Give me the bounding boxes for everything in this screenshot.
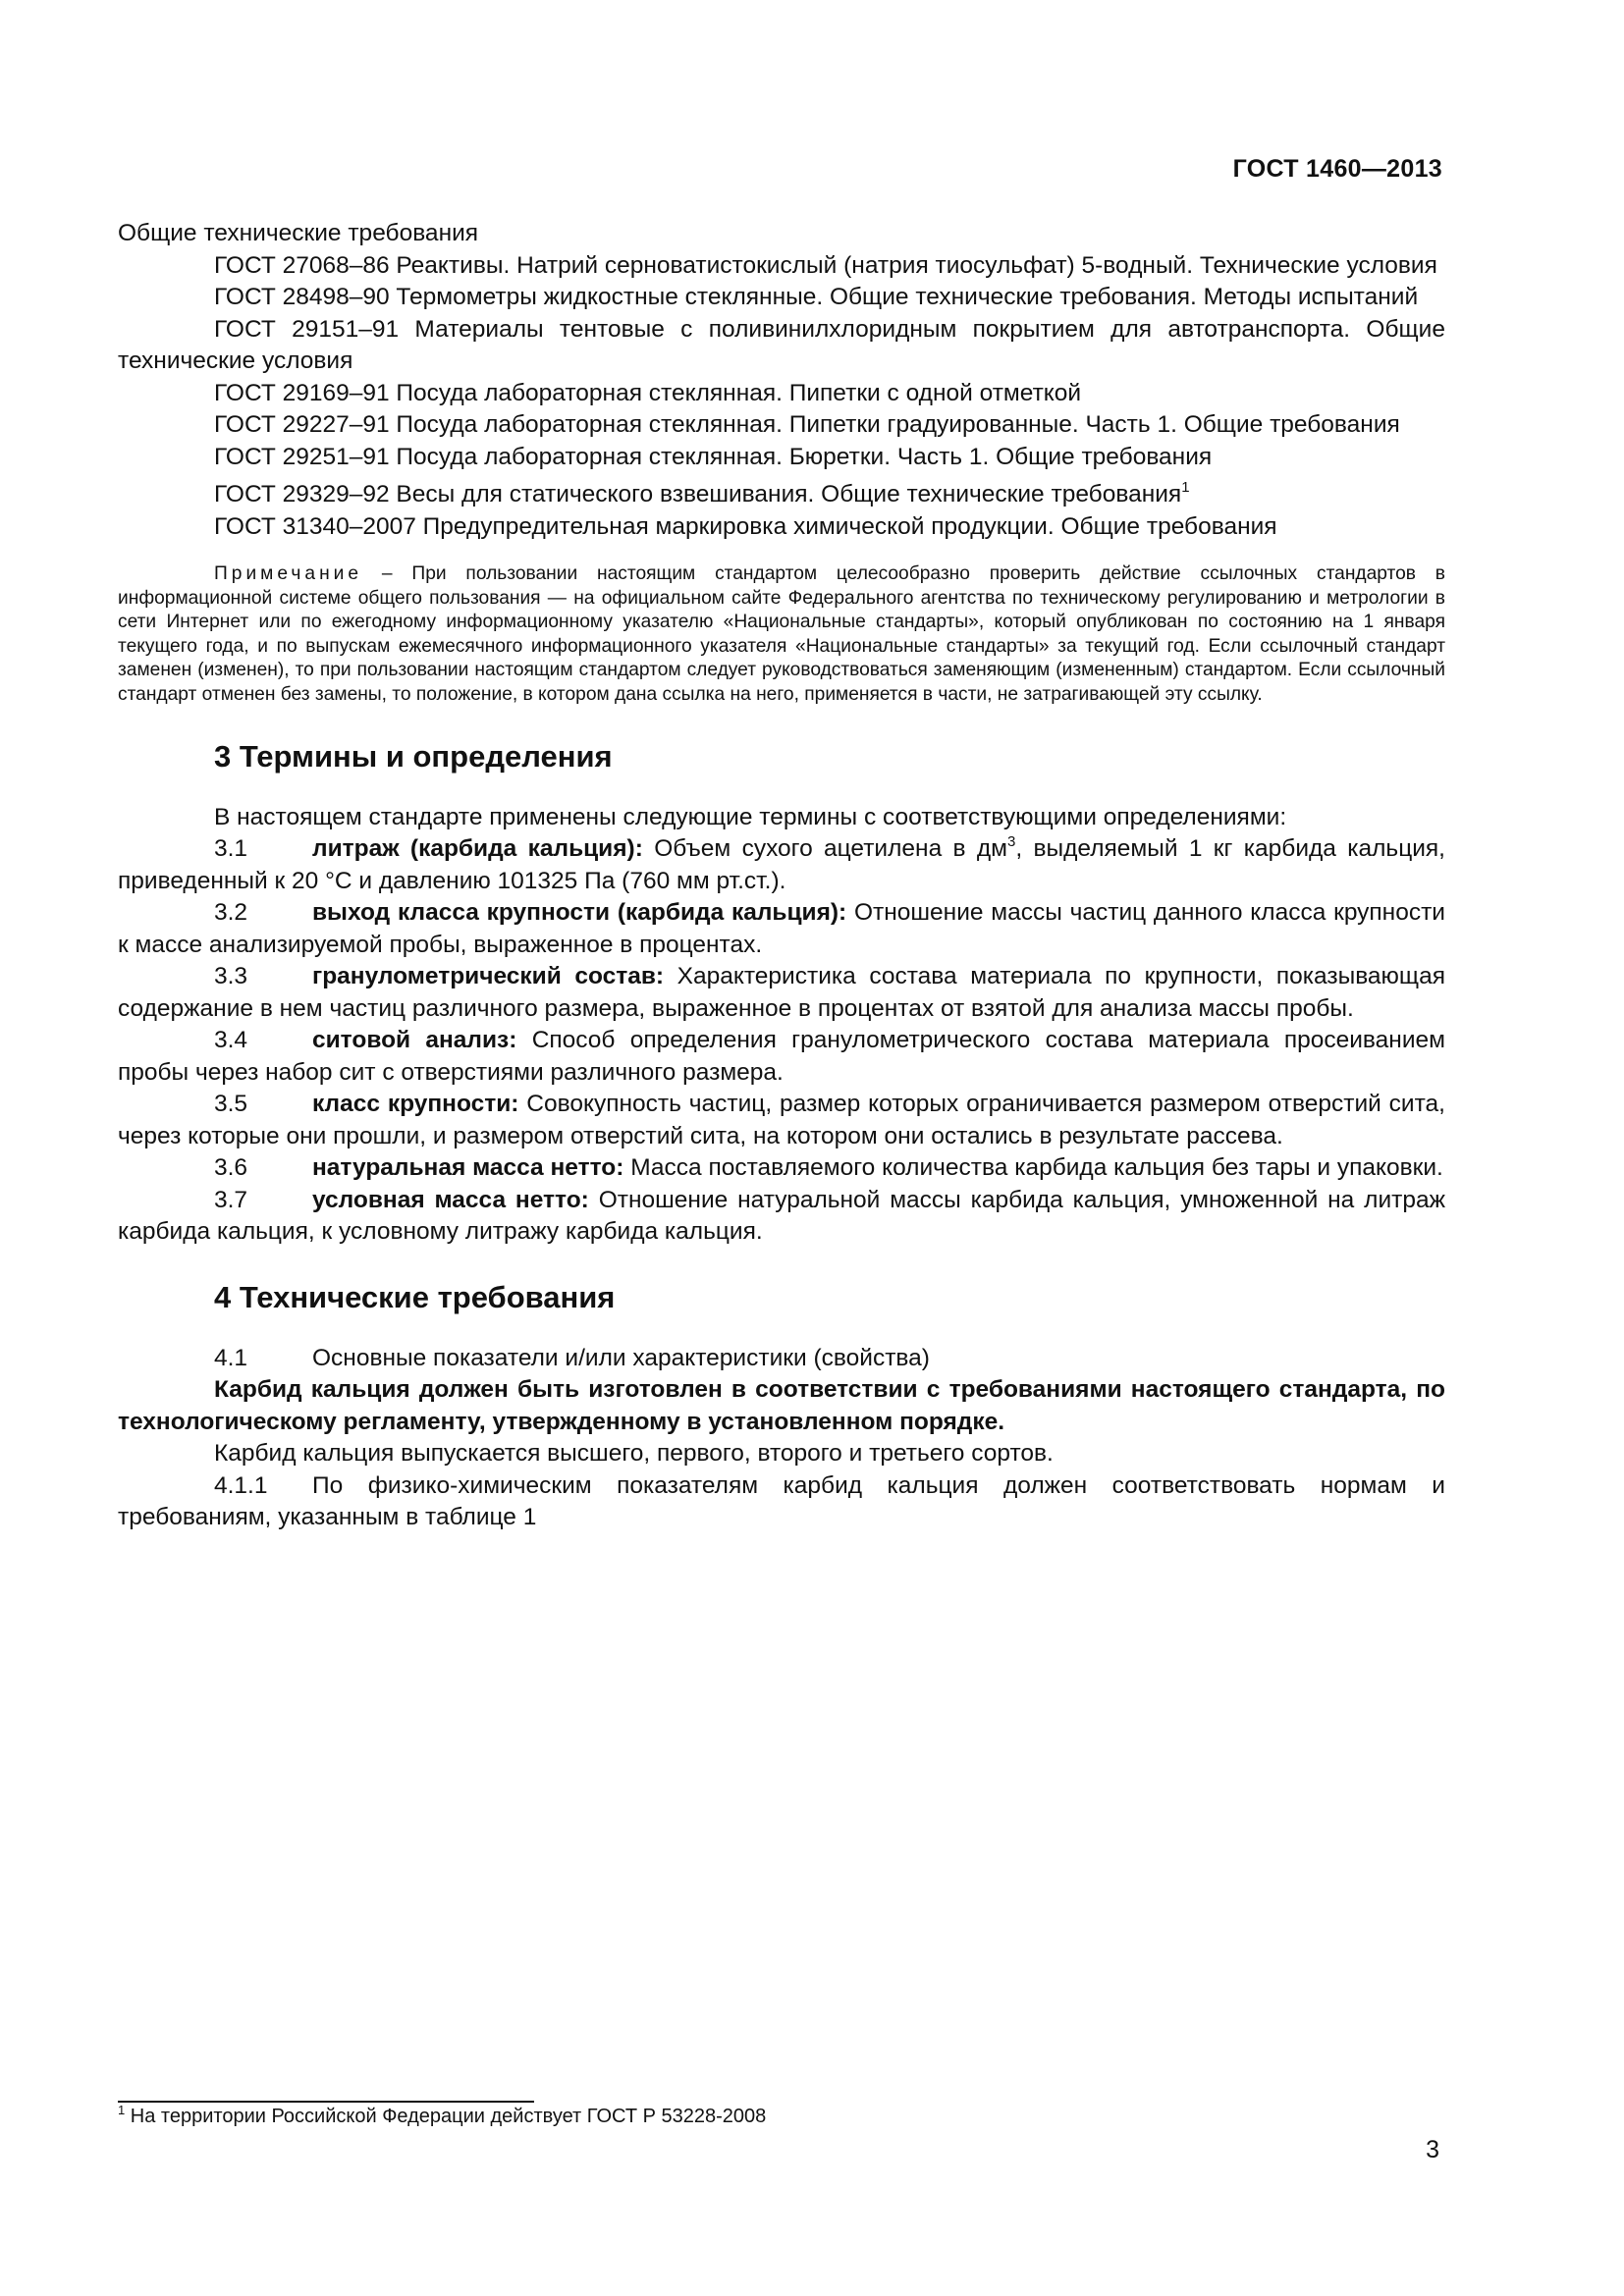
term-number: 3.5: [214, 1091, 248, 1118]
term-def: Отношение массы частиц данного класса крупности к массе анализируемой пробы, выраженное в процентах.: [118, 899, 1445, 958]
term-def: Отношение натуральной массы карбида кальция, умноженной на литраж карбида кальция, к условному литражу карбида кальция.: [118, 1186, 1445, 1246]
requirement-bold-paragraph: [118, 1374, 1445, 1438]
term-name: литраж (карбида кальция):: [312, 835, 643, 863]
note-text: – При пользовании настоящим стандартом целесообразно проверить действие ссылочных стандартов в информационной системе общего пользования — на официальном сайте Федерального агентства по техническому регулированию и метрологии в сети Интернет или по ежегодному информационному указателю «Национальные стандарты», который опубликован по состоянию на 1 января текущего года, и по выпускам ежемесячного информационного указателя «Национальные стандарты» за текущий год. Если ссылочный стандарт заменен (изменен), то при пользовании настоящим стандартом следует руководствоваться заменяющим (измененным) стандартом. Если ссылочный стандарт отменен без замены, то положение, в котором дана ссылка на него, применяется в части, не затрагивающей эту ссылку.: [118, 563, 1445, 705]
term-def: Совокупность частиц, размер которых ограничивается размером отверстий сита, через которые они прошли, и размером отверстий сита, на котором они остались в результате рассева.: [118, 1091, 1445, 1149]
footnote-marker: 1: [1181, 479, 1190, 496]
ref-item: ГОСТ 29151–91 Материалы тентовые с поливинилхлоридным покрытием для автотранспорта. Общие технические условия: [118, 315, 1445, 374]
clause-number: 4.1.1: [214, 1471, 268, 1499]
superscript: 3: [1007, 833, 1016, 851]
ref-item: ГОСТ 31340–2007 Предупредительная маркировка химической продукции. Общие требования: [214, 512, 1277, 540]
term-definition: [118, 1089, 1445, 1152]
term-def: Характеристика состава материала по крупности, показывающая содержание в нем частиц различного размера, выраженное в процентах от взятой для анализа массы пробы.: [118, 963, 1445, 1022]
clause-4-1-1: [118, 1470, 1445, 1534]
page-number: 3: [1426, 2136, 1439, 2163]
term-number: 3.7: [214, 1186, 248, 1213]
clause-text: По физико-химическим показателям карбид кальция должен соответствовать нормам и требованиям, указанным в таблице 1: [118, 1471, 1445, 1531]
term-number: 3.4: [214, 1027, 248, 1054]
term-def: Объем сухого ацетилена в дм: [642, 835, 1007, 863]
section-3-heading: 3 Термины и определения: [214, 738, 613, 774]
term-name: ситовой анализ:: [312, 1027, 517, 1054]
clause-number: 4.1: [214, 1344, 248, 1371]
note-paragraph: [118, 562, 1445, 708]
term-def: Масса поставляемого количества карбида кальция без тары и упаковки.: [623, 1154, 1443, 1182]
term-number: 3.3: [214, 963, 248, 990]
term-definition: [118, 1185, 1445, 1249]
footnote-divider: [118, 2101, 534, 2103]
term-def: Способ определения гранулометрического состава материала просеиванием пробы через набор сит с отверстиями различного размера.: [118, 1027, 1445, 1086]
term-definition: [118, 961, 1445, 1025]
term-name: натуральная масса нетто:: [312, 1154, 624, 1182]
ref-item: [118, 479, 1445, 511]
term-definition: [118, 897, 1445, 961]
term-definition: [118, 833, 1445, 897]
grades-paragraph: Карбид кальция выпускается высшего, первого, второго и третьего сортов.: [214, 1440, 1054, 1468]
document-id-header: ГОСТ 1460—2013: [1232, 155, 1442, 183]
ref-item: ГОСТ 29251–91 Посуда лабораторная стеклянная. Бюретки. Часть 1. Общие требования: [214, 443, 1213, 470]
term-number: 3.6: [214, 1154, 248, 1182]
term-name: класс крупности:: [312, 1091, 519, 1118]
ref-item: ГОСТ 29169–91 Посуда лабораторная стеклянная. Пипетки с одной отметкой: [214, 379, 1082, 406]
term-number: 3.2: [214, 899, 248, 927]
ref-item: ГОСТ 29227–91 Посуда лабораторная стеклянная. Пипетки градуированные. Часть 1. Общие требования: [214, 411, 1400, 438]
term-def: , выделяемый 1 кг карбида кальция, приведенный к 20 °С и давлению 101325 Па (760 мм рт.ст.).: [118, 835, 1445, 894]
footnote-marker: 1: [118, 2103, 126, 2117]
note-label: Примечание: [214, 563, 363, 584]
ref-item: ГОСТ 28498–90 Термометры жидкостные стеклянные. Общие технические требования. Методы испытаний: [214, 284, 1419, 310]
footnote-text: На территории Российской Федерации действует ГОСТ Р 53228-2008: [125, 2106, 767, 2127]
section-4-heading: 4 Технические требования: [214, 1279, 616, 1314]
term-number: 3.1: [214, 835, 248, 863]
clause-4-1: [118, 1343, 1445, 1375]
refs-continuation: Общие технические требования: [118, 220, 479, 246]
clause-text: Основные показатели и/или характеристики (свойства): [312, 1344, 930, 1371]
ref-text: ГОСТ 29329–92 Весы для статического взвешивания. Общие технические требования: [214, 481, 1182, 507]
ref-item: ГОСТ 27068–86 Реактивы. Натрий серноватистокислый (натрия тиосульфат) 5-водный. Технические условия: [214, 251, 1437, 279]
term-name: условная масса нетто:: [312, 1186, 589, 1213]
term-name: выход класса крупности (карбида кальция):: [312, 899, 847, 927]
section-3-intro: В настоящем стандарте применены следующие термины с соответствующими определениями:: [214, 803, 1287, 830]
footnote: [118, 2104, 766, 2129]
requirement-text: Карбид кальция должен быть изготовлен в соответствии с требованиями настоящего стандарта, по технологическому регламенту, утвержденному в установленном порядке.: [118, 1376, 1445, 1435]
page-content: [118, 218, 1445, 1534]
term-definition: [118, 1152, 1445, 1185]
term-definition: [118, 1025, 1445, 1089]
term-name: гранулометрический состав:: [312, 963, 665, 990]
